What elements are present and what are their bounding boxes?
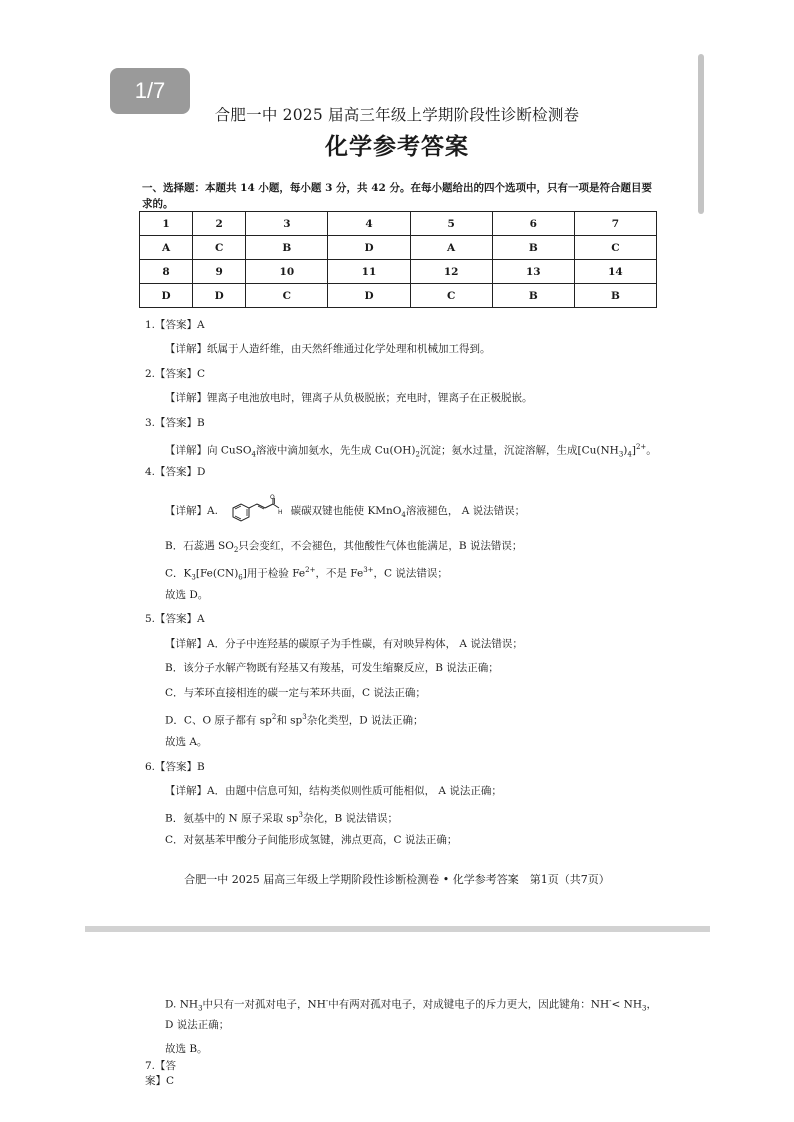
answer-table-row xyxy=(140,260,657,284)
q4-choice: 故选 D。 xyxy=(165,589,209,601)
p2-detail-d: D. $NH_3$中只有一对孤对电子，NH-中有两对孤对电子，对成键电子的斥力更大，因此键角：$NH^-< NH_3$， xyxy=(165,997,657,1013)
q5-detail-b: B．该分子水解产物既有羟基又有羧基，可发生缩聚反应，B 说法正确； xyxy=(165,662,499,674)
answer-table-cell: A xyxy=(410,236,492,260)
answer-table-cell: 5 xyxy=(410,212,492,236)
q5-choice: 故选 A。 xyxy=(165,736,208,748)
answer-table-cell: C xyxy=(246,284,328,308)
doc-title: 合肥一中 2025 届高三年级上学期阶段性诊断检测卷 xyxy=(214,106,580,124)
answer-table-cell: 1 xyxy=(140,212,193,236)
answer-table-cell: A xyxy=(140,236,193,260)
answer-table-cell: 12 xyxy=(410,260,492,284)
answer-table-cell: 6 xyxy=(492,212,574,236)
answer-table-cell: 9 xyxy=(193,260,246,284)
answer-table-cell: 4 xyxy=(328,212,410,236)
q5-answer: 5.【答案】A xyxy=(145,613,205,625)
q6-detail-c: C．对氨基苯甲酸分子间能形成氢键，沸点更高，C 说法正确； xyxy=(165,834,458,846)
q1-detail: 【详解】纸属于人造纤维，由天然纤维通过化学处理和机械加工得到。 xyxy=(165,343,491,355)
section-heading: 一、选择题：本题共 14 小题，每小题 3 分，共 42 分。在每小题给出的四个选项中，只有一项是符合题目要求的。 xyxy=(142,182,652,210)
q5-detail-a: 【详解】A．分子中连羟基的碳原子为手性碳，有对映异构体， A 说法错误； xyxy=(165,638,523,650)
atom-o: O xyxy=(270,494,275,501)
answer-table-cell: 14 xyxy=(574,260,656,284)
answer-table-cell: C xyxy=(574,236,656,260)
answer-table-cell: 13 xyxy=(492,260,574,284)
answer-table-cell: B xyxy=(246,236,328,260)
answer-table-cell: B xyxy=(492,236,574,260)
atom-h: H xyxy=(278,509,283,516)
answer-table-cell: 8 xyxy=(140,260,193,284)
page-footer: 合肥一中 2025 届高三年级上学期阶段性诊断检测卷 • 化学参考答案 第1页（共7页） xyxy=(184,873,610,886)
p2-next-answer-cut: 7.【答案】C xyxy=(145,1060,177,1087)
q2-answer: 2.【答案】C xyxy=(145,368,206,380)
q6-detail-a: 【详解】A．由题中信息可知，结构类似则性质可能相似， A 说法正确； xyxy=(165,785,502,797)
q4-detail-b: B．石蕊遇 $SO_2$只会变红，不会褪色，其他酸性气体也能满足，B 说法错误； xyxy=(165,540,523,555)
answer-table xyxy=(139,211,657,308)
doc-subtitle: 化学参考答案 xyxy=(325,133,469,160)
answer-table-cell: 2 xyxy=(193,212,246,236)
q5-detail-d: D．C、O 原子都有 $sp^2$和 $sp^3$杂化类型，D 说法正确； xyxy=(165,713,424,727)
q1-answer: 1.【答案】A xyxy=(145,319,205,331)
p2-detail-d2: D 说法正确； xyxy=(165,1019,230,1031)
q4-detail-a: 【详解】A. O H 碳碳双键也能使 KMnO$_4$溶液褪色， A 说法错误； xyxy=(165,496,525,530)
q4-answer: 4.【答案】D xyxy=(145,466,206,478)
q6-detail-b: B．氨基中的 N 原子采取 $sp^3$杂化，B 说法错误； xyxy=(165,811,399,825)
cinnamaldehyde-structure-icon xyxy=(223,496,285,526)
q2-detail: 【详解】锂离子电池放电时，锂离子从负极脱嵌；充电时，锂离子在正极脱嵌。 xyxy=(165,392,533,404)
answer-table-cell: C xyxy=(410,284,492,308)
q5-detail-c: C．与苯环直接相连的碳一定与苯环共面，C 说法正确； xyxy=(165,687,426,699)
answer-table-cell: 3 xyxy=(246,212,328,236)
q6-answer: 6.【答案】B xyxy=(145,761,205,773)
answer-table-row xyxy=(140,236,657,260)
answer-table-row xyxy=(140,212,657,236)
answer-table-cell: D xyxy=(193,284,246,308)
page-divider xyxy=(85,926,710,932)
answer-table-cell: D xyxy=(328,236,410,260)
answer-table-row xyxy=(140,284,657,308)
answer-table-cell: D xyxy=(140,284,193,308)
p2-choice: 故选 B。 xyxy=(165,1043,208,1055)
page-indicator[interactable]: 1/7 xyxy=(110,68,190,114)
answer-table-cell: B xyxy=(492,284,574,308)
answer-table-cell: 11 xyxy=(328,260,410,284)
q3-detail: 【详解】向 CuSO$_4$溶液中滴加氨水，先生成 $Cu(OH)_2$沉淀；氨水过量，沉淀溶解，生成$[Cu(NH_3)_4]^{2+}$。 xyxy=(165,443,657,459)
answer-table-cell: 10 xyxy=(246,260,328,284)
q4-detail-c: C．$K_3[Fe(CN)_6]$用于检验 $Fe^{2+}$，不是 $Fe^{3+}$，C 说法错误； xyxy=(165,566,448,582)
q3-answer: 3.【答案】B xyxy=(145,417,205,429)
answer-table-cell: B xyxy=(574,284,656,308)
answer-table-cell: C xyxy=(193,236,246,260)
answer-table-cell: D xyxy=(328,284,410,308)
answer-table-cell: 7 xyxy=(574,212,656,236)
